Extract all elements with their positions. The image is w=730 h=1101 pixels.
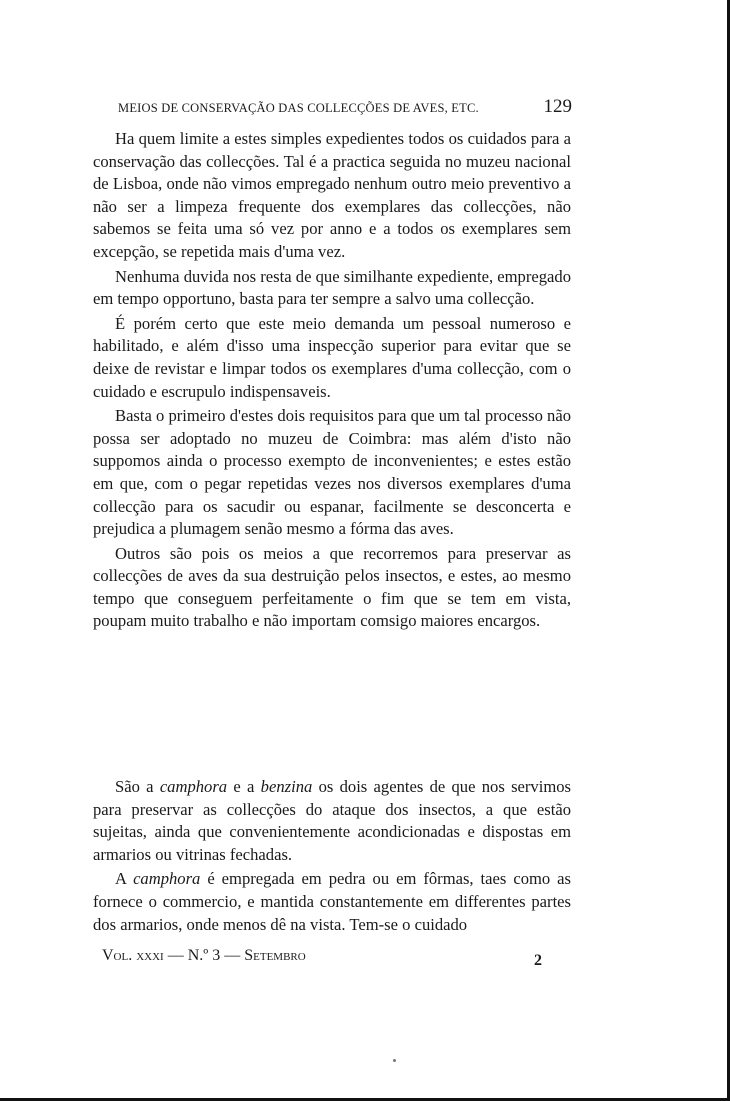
paper-speck (393, 1059, 396, 1062)
paragraph: Outros são pois os meios a que recorremos para preservar as collecções de aves da sua destruição pelos insectos, e estes, ao mesmo tempo que conseguem perfeitamente o fim que se tem em vista, poupam muito trabalho e não importam comsigo maiores encargos. (93, 543, 571, 631)
volume-line: Vol. xxxi — N.º 3 — Setembro (102, 947, 306, 964)
paragraph (93, 868, 571, 936)
text-run: A (115, 869, 134, 889)
text-run: os dois agentes de que nos servimos para preservar as collecções do ataque dos insectos, a que estão sujeitas, ainda que convenientemente acondicionadas e dispostas em armarios ou vitrinas fechadas. (93, 777, 571, 864)
italic-term: benzina (260, 777, 313, 796)
paragraph: É porém certo que este meio demanda um pessoal numeroso e habilitado, e além d'isso uma inspecção superior para evitar que se deixe de revistar e limpar todos os exemplares d'uma collecção, com o cuidado e escrupulo indispensaveis. (93, 313, 571, 401)
italic-term: camphora (133, 869, 201, 889)
page-number: 129 (543, 96, 572, 117)
paragraph (93, 776, 571, 866)
text-run: é empregada em pedra ou em fôrmas, taes como as fornece o commercio, e mantida constantemente em differentes partes dos armarios, onde menos dê na vista. Tem-se o cuidado (93, 869, 572, 934)
running-header (118, 96, 572, 122)
signature-mark: 2 (534, 952, 542, 969)
paragraph: Ha quem limite a estes simples expedientes todos os cuidados para a conservação das collecções. Tal é a practica seguida no muzeu nacional de Lisboa, onde não vimos empregado nenhum outro meio preventivo a não ser a limpeza frequente dos exemplares das collecções, não sabemos se feita uma só vez por anno e a todos os exemplares sem excepção, se repetida mais d'uma vez. (93, 129, 571, 261)
paragraph: Nenhuma duvida nos resta de que similhante expediente, empregado em tempo opportuno, basta para ter sempre a salvo uma collecção. (93, 266, 571, 309)
text-run: São a (115, 777, 160, 796)
running-title: MEIOS DE CONSERVAÇÃO DAS COLLECÇÕES DE AVES, ETC. (118, 101, 479, 115)
text-block-camphora (93, 776, 571, 936)
italic-term: camphora (159, 777, 228, 796)
paragraph: Basta o primeiro d'estes dois requisitos para que um tal processo não possa ser adoptado no muzeu de Coimbra: mas além d'isto não suppomos ainda o processo exempto de inconvenientes; e estes estão em que, com o pegar repetidas vezes nos diversos exemplares d'uma collecção para os sacudir ou espanar, facilmente se desconcerta e prejudica a plumagem senão mesmo a fórma das aves. (93, 406, 571, 539)
text-block-top (93, 128, 571, 633)
page-footer (102, 947, 542, 973)
text-run: e a (227, 777, 261, 796)
